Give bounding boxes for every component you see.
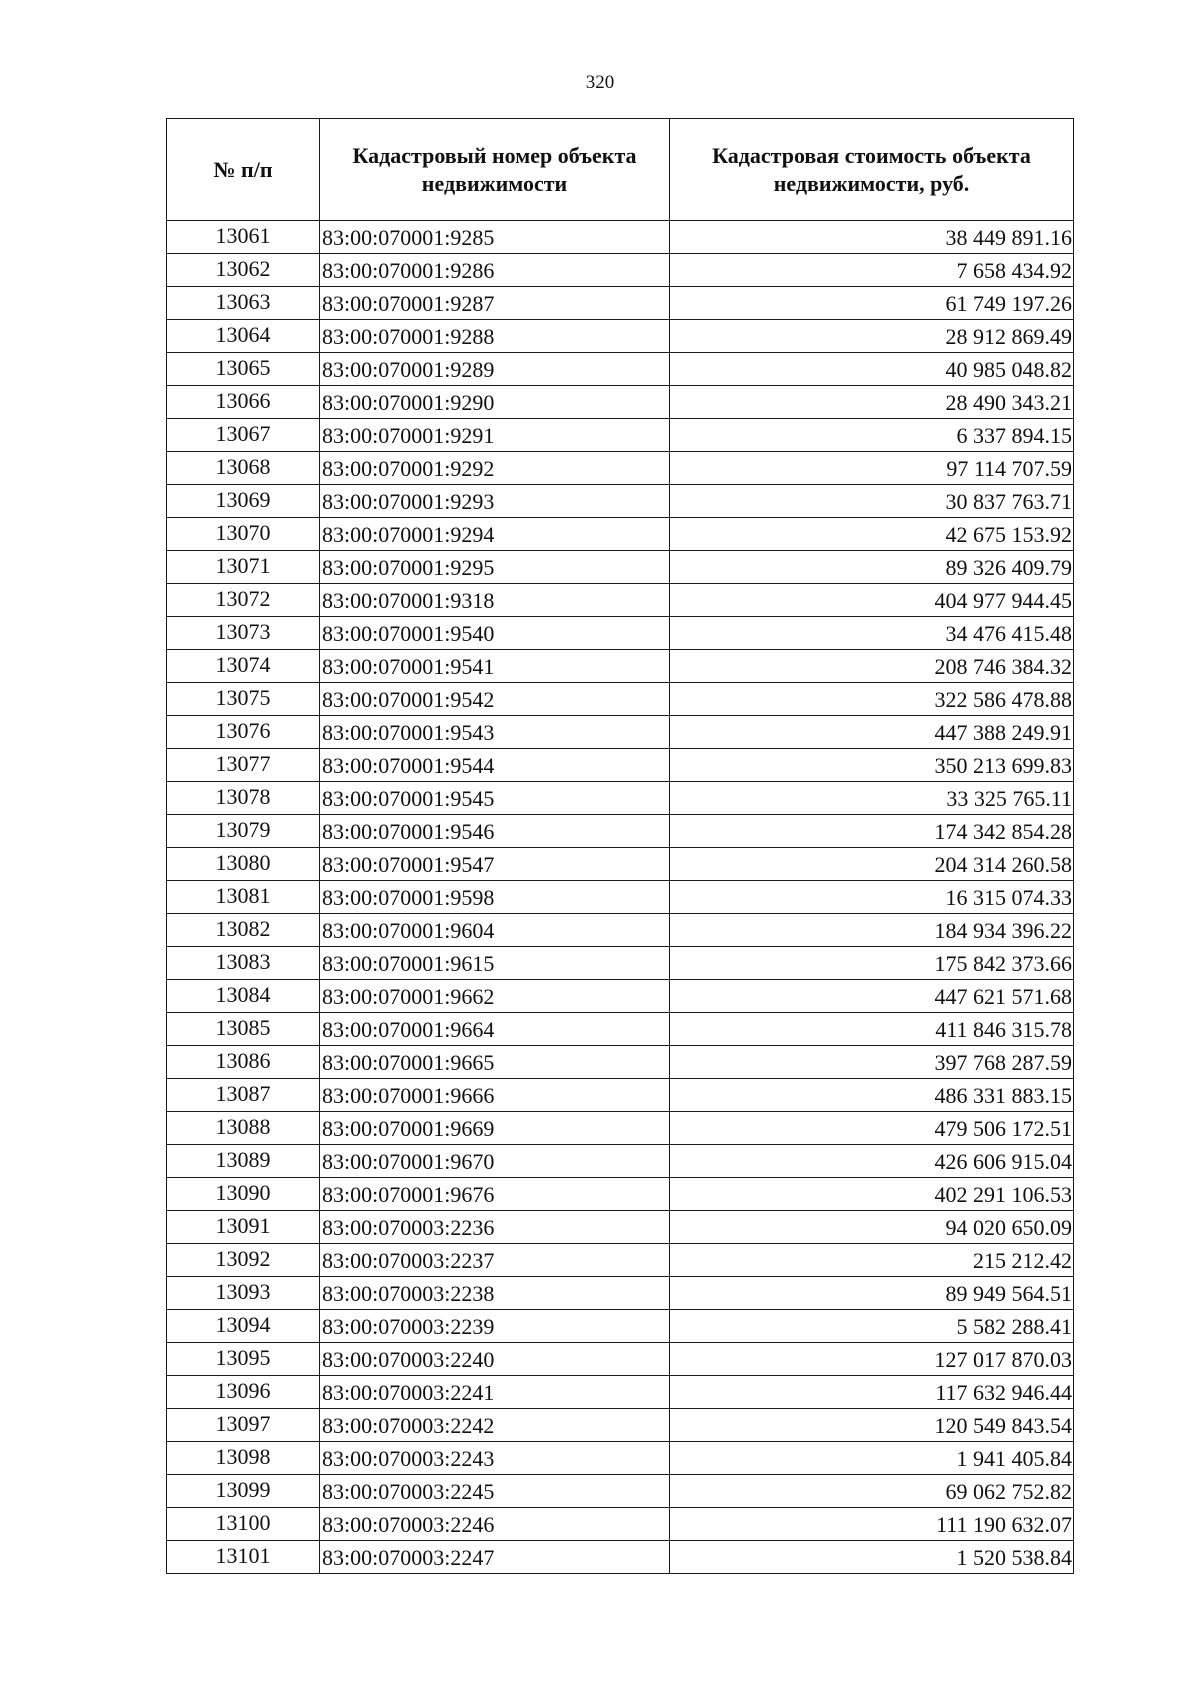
row-number-cell: 13097 xyxy=(167,1409,320,1442)
row-number-cell: 13077 xyxy=(167,749,320,782)
cadastral-value-cell: 33 325 765.11 xyxy=(670,782,1074,815)
row-number-cell: 13100 xyxy=(167,1508,320,1541)
cadastral-number-cell: 83:00:070001:9285 xyxy=(320,221,670,254)
cadastral-number-cell: 83:00:070003:2247 xyxy=(320,1541,670,1574)
cadastral-number-cell: 83:00:070001:9293 xyxy=(320,485,670,518)
table-row xyxy=(167,452,1074,485)
cadastral-value-cell: 208 746 384.32 xyxy=(670,650,1074,683)
row-number-cell: 13071 xyxy=(167,551,320,584)
page-number: 320 xyxy=(585,72,615,93)
table-row xyxy=(167,1244,1074,1277)
row-number-cell: 13083 xyxy=(167,947,320,980)
row-number-cell: 13092 xyxy=(167,1244,320,1277)
row-number-cell: 13072 xyxy=(167,584,320,617)
row-number-cell: 13096 xyxy=(167,1376,320,1409)
row-number-cell: 13062 xyxy=(167,254,320,287)
table-row xyxy=(167,1211,1074,1244)
header-row xyxy=(167,119,1074,221)
row-number-cell: 13087 xyxy=(167,1079,320,1112)
cadastral-number-cell: 83:00:070001:9288 xyxy=(320,320,670,353)
cadastral-value-cell: 402 291 106.53 xyxy=(670,1178,1074,1211)
cadastral-number-cell: 83:00:070001:9292 xyxy=(320,452,670,485)
cadastral-value-cell: 174 342 854.28 xyxy=(670,815,1074,848)
cadastral-value-cell: 38 449 891.16 xyxy=(670,221,1074,254)
table-row xyxy=(167,1112,1074,1145)
cadastral-value-cell: 7 658 434.92 xyxy=(670,254,1074,287)
cadastral-value-cell: 411 846 315.78 xyxy=(670,1013,1074,1046)
cadastral-value-cell: 61 749 197.26 xyxy=(670,287,1074,320)
cadastral-value-cell: 479 506 172.51 xyxy=(670,1112,1074,1145)
cadastral-value-cell: 89 949 564.51 xyxy=(670,1277,1074,1310)
cadastral-number-cell: 83:00:070003:2239 xyxy=(320,1310,670,1343)
table-row xyxy=(167,320,1074,353)
table-row xyxy=(167,650,1074,683)
row-number-cell: 13090 xyxy=(167,1178,320,1211)
cadastral-number-cell: 83:00:070001:9543 xyxy=(320,716,670,749)
cadastral-value-cell: 94 020 650.09 xyxy=(670,1211,1074,1244)
cadastral-value-cell: 34 476 415.48 xyxy=(670,617,1074,650)
table-header xyxy=(167,119,1074,221)
row-number-cell: 13075 xyxy=(167,683,320,716)
row-number-cell: 13084 xyxy=(167,980,320,1013)
cadastral-number-cell: 83:00:070003:2240 xyxy=(320,1343,670,1376)
cadastral-number-cell: 83:00:070001:9541 xyxy=(320,650,670,683)
cadastral-value-cell: 1 941 405.84 xyxy=(670,1442,1074,1475)
row-number-cell: 13068 xyxy=(167,452,320,485)
row-number-cell: 13095 xyxy=(167,1343,320,1376)
cadastral-number-cell: 83:00:070003:2237 xyxy=(320,1244,670,1277)
row-number-cell: 13093 xyxy=(167,1277,320,1310)
cadastral-value-cell: 111 190 632.07 xyxy=(670,1508,1074,1541)
cadastral-number-cell: 83:00:070001:9290 xyxy=(320,386,670,419)
table-row xyxy=(167,1409,1074,1442)
table-body xyxy=(167,221,1074,1574)
row-number-cell: 13080 xyxy=(167,848,320,881)
table-row xyxy=(167,1310,1074,1343)
table-row xyxy=(167,1442,1074,1475)
cadastral-number-cell: 83:00:070003:2245 xyxy=(320,1475,670,1508)
cadastral-value-cell: 204 314 260.58 xyxy=(670,848,1074,881)
cadastral-value-cell: 127 017 870.03 xyxy=(670,1343,1074,1376)
row-number-cell: 13099 xyxy=(167,1475,320,1508)
cadastral-number-cell: 83:00:070001:9666 xyxy=(320,1079,670,1112)
cadastral-number-cell: 83:00:070001:9318 xyxy=(320,584,670,617)
row-number-cell: 13098 xyxy=(167,1442,320,1475)
table-row xyxy=(167,815,1074,848)
table-row xyxy=(167,749,1074,782)
row-number-cell: 13065 xyxy=(167,353,320,386)
table-row xyxy=(167,1046,1074,1079)
cadastral-value-cell: 28 912 869.49 xyxy=(670,320,1074,353)
cadastral-number-cell: 83:00:070001:9540 xyxy=(320,617,670,650)
cadastral-number-cell: 83:00:070001:9669 xyxy=(320,1112,670,1145)
cadastral-value-cell: 215 212.42 xyxy=(670,1244,1074,1277)
cadastral-number-cell: 83:00:070003:2242 xyxy=(320,1409,670,1442)
cadastral-number-cell: 83:00:070001:9287 xyxy=(320,287,670,320)
cadastral-number-cell: 83:00:070001:9670 xyxy=(320,1145,670,1178)
table-row xyxy=(167,1541,1074,1574)
cadastral-value-cell: 486 331 883.15 xyxy=(670,1079,1074,1112)
row-number-cell: 13076 xyxy=(167,716,320,749)
row-number-cell: 13074 xyxy=(167,650,320,683)
table-row xyxy=(167,1079,1074,1112)
row-number-cell: 13086 xyxy=(167,1046,320,1079)
table-row xyxy=(167,551,1074,584)
cadastral-value-cell: 40 985 048.82 xyxy=(670,353,1074,386)
row-number-cell: 13063 xyxy=(167,287,320,320)
cadastral-value-cell: 42 675 153.92 xyxy=(670,518,1074,551)
cadastral-number-cell: 83:00:070001:9547 xyxy=(320,848,670,881)
cadastral-value-cell: 426 606 915.04 xyxy=(670,1145,1074,1178)
cadastral-value-cell: 447 621 571.68 xyxy=(670,980,1074,1013)
cadastral-number-cell: 83:00:070001:9291 xyxy=(320,419,670,452)
cadastral-value-cell: 322 586 478.88 xyxy=(670,683,1074,716)
row-number-cell: 13079 xyxy=(167,815,320,848)
cadastral-number-cell: 83:00:070001:9286 xyxy=(320,254,670,287)
table-row xyxy=(167,518,1074,551)
row-number-cell: 13091 xyxy=(167,1211,320,1244)
row-number-cell: 13089 xyxy=(167,1145,320,1178)
table-row xyxy=(167,1376,1074,1409)
cadastral-value-cell: 120 549 843.54 xyxy=(670,1409,1074,1442)
cadastral-number-cell: 83:00:070003:2243 xyxy=(320,1442,670,1475)
cadastral-number-cell: 83:00:070003:2236 xyxy=(320,1211,670,1244)
cadastral-value-cell: 175 842 373.66 xyxy=(670,947,1074,980)
header-cadastral-value: Кадастровая стоимость объекта недвижимости, руб. xyxy=(670,119,1074,221)
cadastral-value-cell: 5 582 288.41 xyxy=(670,1310,1074,1343)
row-number-cell: 13073 xyxy=(167,617,320,650)
cadastral-number-cell: 83:00:070001:9615 xyxy=(320,947,670,980)
cadastral-value-cell: 69 062 752.82 xyxy=(670,1475,1074,1508)
table-row xyxy=(167,617,1074,650)
row-number-cell: 13078 xyxy=(167,782,320,815)
row-number-cell: 13066 xyxy=(167,386,320,419)
table-row xyxy=(167,353,1074,386)
table-row xyxy=(167,848,1074,881)
row-number-cell: 13094 xyxy=(167,1310,320,1343)
table-row xyxy=(167,584,1074,617)
table-row xyxy=(167,1145,1074,1178)
row-number-cell: 13081 xyxy=(167,881,320,914)
row-number-cell: 13085 xyxy=(167,1013,320,1046)
cadastral-value-cell: 404 977 944.45 xyxy=(670,584,1074,617)
cadastral-value-cell: 97 114 707.59 xyxy=(670,452,1074,485)
table-row xyxy=(167,1343,1074,1376)
cadastral-number-cell: 83:00:070003:2238 xyxy=(320,1277,670,1310)
cadastral-value-cell: 89 326 409.79 xyxy=(670,551,1074,584)
table-row xyxy=(167,716,1074,749)
cadastral-table-container xyxy=(166,118,1073,1574)
cadastral-value-table xyxy=(166,118,1074,1574)
row-number-cell: 13070 xyxy=(167,518,320,551)
table-row xyxy=(167,1508,1074,1541)
row-number-cell: 13061 xyxy=(167,221,320,254)
cadastral-value-cell: 30 837 763.71 xyxy=(670,485,1074,518)
table-row xyxy=(167,782,1074,815)
cadastral-number-cell: 83:00:070003:2246 xyxy=(320,1508,670,1541)
cadastral-number-cell: 83:00:070001:9289 xyxy=(320,353,670,386)
table-row xyxy=(167,485,1074,518)
row-number-cell: 13067 xyxy=(167,419,320,452)
cadastral-number-cell: 83:00:070001:9676 xyxy=(320,1178,670,1211)
row-number-cell: 13064 xyxy=(167,320,320,353)
cadastral-value-cell: 1 520 538.84 xyxy=(670,1541,1074,1574)
cadastral-number-cell: 83:00:070001:9546 xyxy=(320,815,670,848)
cadastral-number-cell: 83:00:070001:9545 xyxy=(320,782,670,815)
cadastral-number-cell: 83:00:070001:9542 xyxy=(320,683,670,716)
table-row xyxy=(167,221,1074,254)
table-row xyxy=(167,1178,1074,1211)
table-row xyxy=(167,254,1074,287)
cadastral-number-cell: 83:00:070001:9598 xyxy=(320,881,670,914)
cadastral-number-cell: 83:00:070003:2241 xyxy=(320,1376,670,1409)
table-row xyxy=(167,947,1074,980)
cadastral-value-cell: 28 490 343.21 xyxy=(670,386,1074,419)
table-row xyxy=(167,1277,1074,1310)
row-number-cell: 13088 xyxy=(167,1112,320,1145)
cadastral-number-cell: 83:00:070001:9662 xyxy=(320,980,670,1013)
table-row xyxy=(167,980,1074,1013)
cadastral-value-cell: 397 768 287.59 xyxy=(670,1046,1074,1079)
row-number-cell: 13101 xyxy=(167,1541,320,1574)
cadastral-number-cell: 83:00:070001:9294 xyxy=(320,518,670,551)
table-row xyxy=(167,881,1074,914)
cadastral-number-cell: 83:00:070001:9604 xyxy=(320,914,670,947)
header-cadastral-number: Кадастровый номер объекта недвижимости xyxy=(320,119,670,221)
cadastral-value-cell: 447 388 249.91 xyxy=(670,716,1074,749)
table-row xyxy=(167,1475,1074,1508)
cadastral-number-cell: 83:00:070001:9295 xyxy=(320,551,670,584)
cadastral-value-cell: 184 934 396.22 xyxy=(670,914,1074,947)
cadastral-value-cell: 6 337 894.15 xyxy=(670,419,1074,452)
table-row xyxy=(167,386,1074,419)
cadastral-number-cell: 83:00:070001:9664 xyxy=(320,1013,670,1046)
cadastral-value-cell: 117 632 946.44 xyxy=(670,1376,1074,1409)
table-row xyxy=(167,1013,1074,1046)
cadastral-value-cell: 350 213 699.83 xyxy=(670,749,1074,782)
row-number-cell: 13082 xyxy=(167,914,320,947)
table-row xyxy=(167,419,1074,452)
table-row xyxy=(167,914,1074,947)
table-row xyxy=(167,683,1074,716)
table-row xyxy=(167,287,1074,320)
cadastral-value-cell: 16 315 074.33 xyxy=(670,881,1074,914)
cadastral-number-cell: 83:00:070001:9665 xyxy=(320,1046,670,1079)
header-row-number: № п/п xyxy=(167,119,320,221)
row-number-cell: 13069 xyxy=(167,485,320,518)
cadastral-number-cell: 83:00:070001:9544 xyxy=(320,749,670,782)
